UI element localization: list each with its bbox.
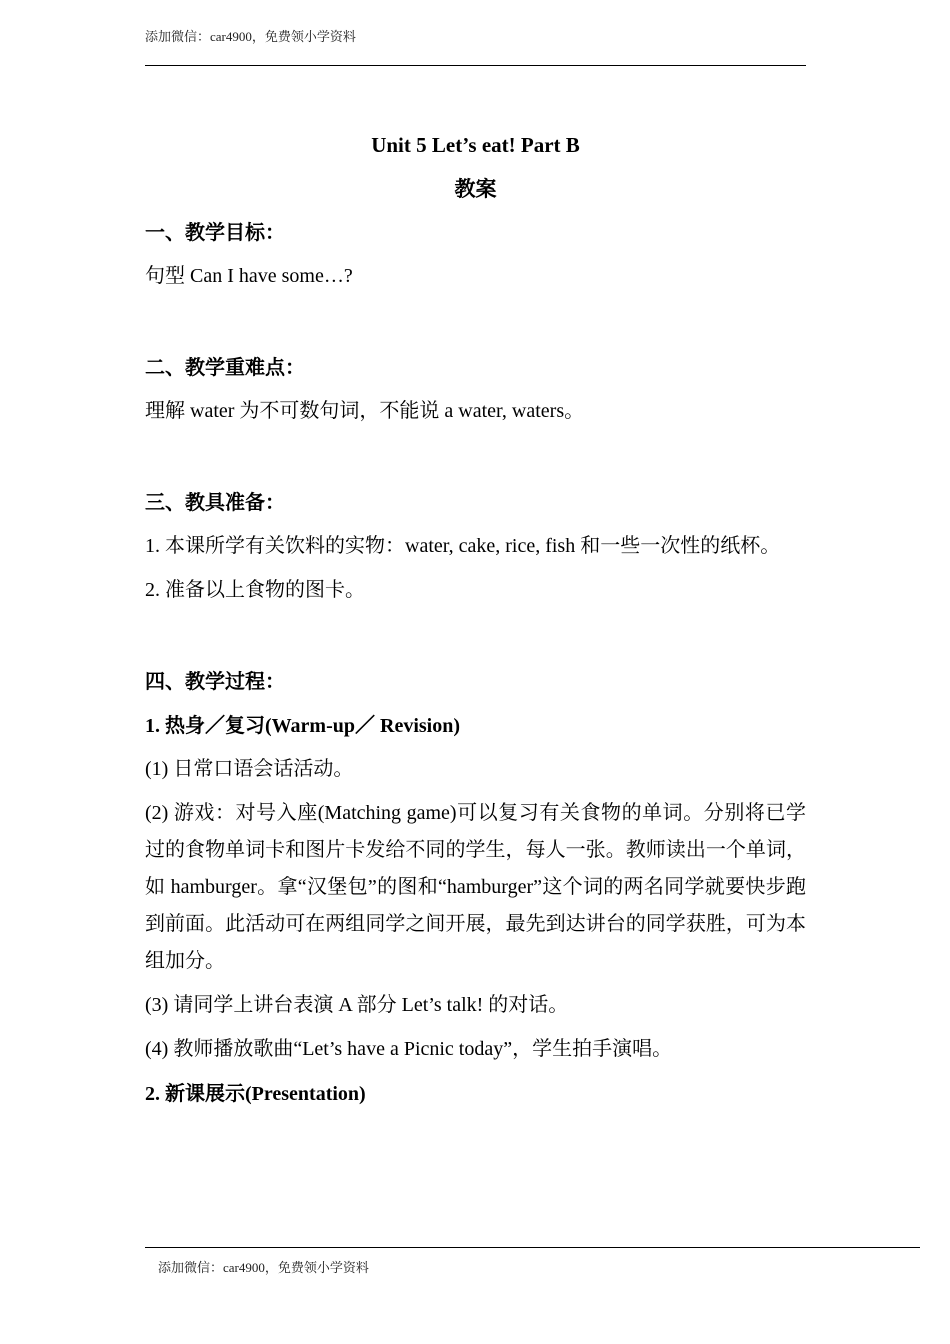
- key-points-text: 理解 water 为不可数句词，不能说 a water, waters。: [145, 400, 585, 422]
- subheading-warm-up: 1. 热身／复习(Warm-up／ Revision): [145, 715, 460, 737]
- footer-divider: [145, 1247, 920, 1248]
- spacer: [145, 616, 806, 663]
- subheading-presentation: 2. 新课展示(Presentation): [145, 1083, 366, 1105]
- procedure-step-3: (3) 请同学上讲台表演 A 部分 Let’s talk! 的对话。: [145, 994, 569, 1016]
- materials-item-2: 2. 准备以上食物的图卡。: [145, 579, 365, 601]
- section-heading-key-points: 二、教学重难点：: [145, 357, 305, 379]
- procedure-step-1: (1) 日常口语会话活动。: [145, 758, 354, 780]
- section-heading-objectives: 一、教学目标：: [145, 222, 285, 244]
- section-heading-materials: 三、教具准备：: [145, 492, 285, 514]
- materials-item-1: 1. 本课所学有关饮料的实物：water, cake, rice, fish 和一些一次性的纸杯。: [145, 535, 781, 557]
- document-subtitle: 教案: [454, 177, 497, 201]
- footer-watermark: 添加微信：car4900，免费领小学资料: [158, 1260, 369, 1275]
- header-divider: [145, 65, 806, 66]
- spacer: [145, 302, 806, 349]
- section-heading-procedure: 四、教学过程：: [145, 671, 285, 693]
- document-body: [145, 126, 806, 1119]
- spacer: [145, 437, 806, 484]
- procedure-step-2: (2) 游戏：对号入座(Matching game)可以复习有关食物的单词。分别将已学过的食物单词卡和图片卡发给不同的学生，每人一张。教师读出一个单词，如 hamburger。拿“汉堡包”的图和“hamburger”这个词的两名同学就要快步跑到前面。此活动可在两组同学之间开展，最先到达讲台的同学获胜，可为本组加分。: [145, 802, 806, 972]
- objectives-text: 句型 Can I have some…?: [145, 265, 353, 287]
- header-watermark: 添加微信：car4900，免费领小学资料: [145, 29, 356, 44]
- document-title: Unit 5 Let’s eat! Part B: [371, 133, 580, 157]
- procedure-step-4: (4) 教师播放歌曲“Let’s have a Picnic today”，学生拍手演唱。: [145, 1038, 673, 1060]
